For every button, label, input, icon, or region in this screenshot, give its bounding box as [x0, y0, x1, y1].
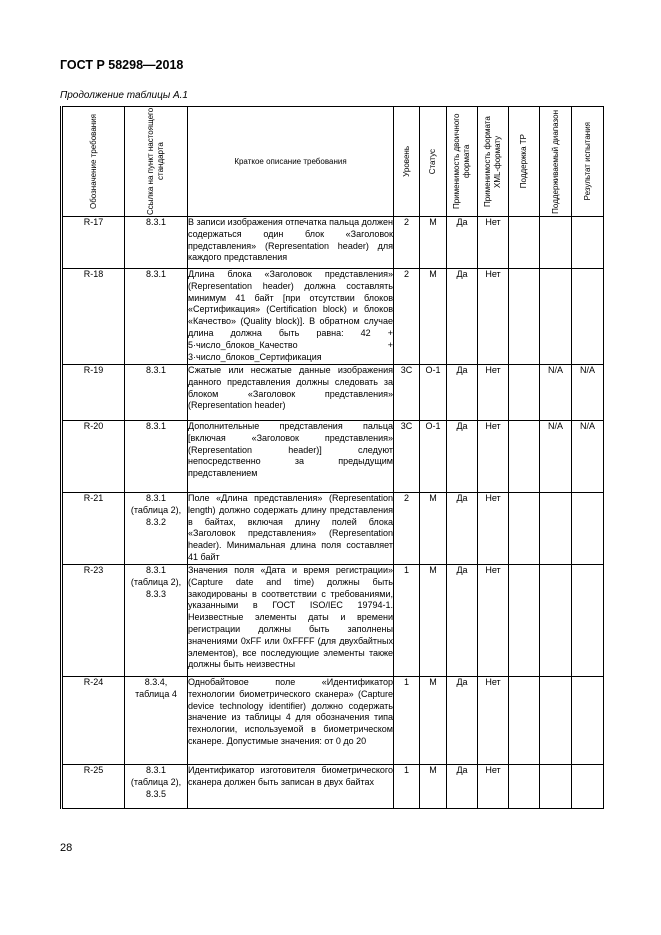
col-header-xml: Применимость формата XML-формату: [478, 107, 509, 217]
cell-tp: [509, 765, 540, 809]
cell-desc: Поле «Длина представления» (Representation length) должно содержать длину представления в байтах, включая длину полей блока «Заголовок представления» (Representation header). Минимальная длина поля составляет 41 байт: [188, 493, 394, 565]
cell-status: O-1: [420, 421, 447, 493]
cell-id: R-24: [62, 677, 125, 765]
table-row: [62, 493, 604, 565]
table-row: [62, 217, 604, 269]
cell-binary: Да: [447, 493, 478, 565]
cell-binary: Да: [447, 269, 478, 365]
cell-level: 1: [394, 765, 420, 809]
cell-xml: Нет: [478, 269, 509, 365]
cell-id: R-18: [62, 269, 125, 365]
cell-level: 3C: [394, 365, 420, 421]
cell-status: M: [420, 493, 447, 565]
cell-status: M: [420, 765, 447, 809]
col-header-tp: Поддержка ТР: [509, 107, 540, 217]
cell-ref: 8.3.1: [125, 365, 188, 421]
cell-xml: Нет: [478, 765, 509, 809]
cell-level: 3C: [394, 421, 420, 493]
cell-xml: Нет: [478, 565, 509, 677]
cell-xml: Нет: [478, 493, 509, 565]
cell-desc: Значения поля «Дата и время регистрации» (Capture date and time) должны быть закодированы в соответствии с требованиями, указанными в ГОСТ ISO/IEC 19794-1. Неизвестные элементы даты и времени регистрации должны быть заполнены значениями 0xFF или 0xFFFF (для двухбайтных элементов), все последующие элементы также должны быть неизвестны: [188, 565, 394, 677]
cell-id: R-20: [62, 421, 125, 493]
cell-tp: [509, 565, 540, 677]
cell-tp: [509, 493, 540, 565]
cell-status: M: [420, 677, 447, 765]
cell-status: M: [420, 269, 447, 365]
table-row: [62, 677, 604, 765]
col-header-result: Результат испытания: [572, 107, 604, 217]
cell-result: [572, 269, 604, 365]
page-number: 28: [60, 842, 73, 854]
requirements-table: [60, 106, 604, 809]
cell-tp: [509, 365, 540, 421]
col-header-range: Поддерживаемый диапазон: [540, 107, 572, 217]
cell-id: R-19: [62, 365, 125, 421]
cell-result: [572, 493, 604, 565]
cell-desc: Сжатые или несжатые данные изображения данного представления должны следовать за блоком «Заголовок представления» (Representation header): [188, 365, 394, 421]
cell-desc: Длина блока «Заголовок представления» (Representation header) должна составлять минимум 41 байт [при отсутствии блоков «Сертификация» (Certification block) и блоков «Качество» (Quality block)]. В обратном случае длина должна быть равна: 42 + 5·число_блоков_Качество + 3·число_блоков_Сертификация: [188, 269, 394, 365]
cell-ref: 8.3.1: [125, 217, 188, 269]
cell-range: [540, 677, 572, 765]
standard-title: ГОСТ Р 58298—2018: [60, 58, 184, 72]
cell-ref: 8.3.1 (таблица 2), 8.3.5: [125, 765, 188, 809]
cell-status: M: [420, 217, 447, 269]
cell-range: [540, 269, 572, 365]
table-row: [62, 365, 604, 421]
cell-desc: Идентификатор изготовителя биометрического сканера должен быть записан в двух байтах: [188, 765, 394, 809]
cell-ref: 8.3.1 (таблица 2), 8.3.2: [125, 493, 188, 565]
table-row: [62, 421, 604, 493]
cell-binary: Да: [447, 217, 478, 269]
cell-tp: [509, 677, 540, 765]
cell-ref: 8.3.1: [125, 269, 188, 365]
col-header-id: Обозначение требования: [62, 107, 125, 217]
cell-xml: Нет: [478, 365, 509, 421]
cell-range: [540, 493, 572, 565]
cell-range: [540, 565, 572, 677]
cell-desc: В записи изображения отпечатка пальца должен содержаться один блок «Заголовок представления» (Representation header) для каждого представления: [188, 217, 394, 269]
cell-id: R-21: [62, 493, 125, 565]
cell-ref: 8.3.1 (таблица 2), 8.3.3: [125, 565, 188, 677]
cell-desc: Однобайтовое поле «Идентификатор технологии биометрического сканера» (Capture device technology identifier) должно содержать значение из таблицы 4 для обозначения типа технологии, используемой в биометрическом сканере. Допустимые значения: от 0 до 20: [188, 677, 394, 765]
col-header-ref: Ссылка на пункт настоящего стандарта: [125, 107, 188, 217]
cell-status: M: [420, 565, 447, 677]
cell-binary: Да: [447, 421, 478, 493]
cell-range: N/A: [540, 421, 572, 493]
cell-result: N/A: [572, 421, 604, 493]
cell-id: R-25: [62, 765, 125, 809]
col-header-level: Уровень: [394, 107, 420, 217]
cell-status: O-1: [420, 365, 447, 421]
cell-id: R-17: [62, 217, 125, 269]
col-header-desc: Краткое описание требования: [188, 107, 394, 217]
cell-result: [572, 677, 604, 765]
cell-result: [572, 565, 604, 677]
cell-binary: Да: [447, 765, 478, 809]
cell-xml: Нет: [478, 677, 509, 765]
cell-range: [540, 765, 572, 809]
cell-range: N/A: [540, 365, 572, 421]
cell-xml: Нет: [478, 421, 509, 493]
cell-id: R-23: [62, 565, 125, 677]
cell-level: 2: [394, 493, 420, 565]
col-header-status: Статус: [420, 107, 447, 217]
cell-level: 1: [394, 677, 420, 765]
cell-result: [572, 217, 604, 269]
table-caption: Продолжение таблицы А.1: [60, 90, 188, 101]
cell-tp: [509, 217, 540, 269]
cell-result: N/A: [572, 365, 604, 421]
cell-binary: Да: [447, 565, 478, 677]
cell-tp: [509, 421, 540, 493]
cell-binary: Да: [447, 365, 478, 421]
cell-tp: [509, 269, 540, 365]
table-row: [62, 269, 604, 365]
cell-result: [572, 765, 604, 809]
cell-ref: 8.3.1: [125, 421, 188, 493]
table-row: [62, 565, 604, 677]
cell-range: [540, 217, 572, 269]
cell-binary: Да: [447, 677, 478, 765]
cell-level: 2: [394, 217, 420, 269]
table-row: [62, 765, 604, 809]
table-header-row: [62, 107, 604, 217]
col-header-binary: Применимость двоичного формата: [447, 107, 478, 217]
cell-ref: 8.3.4, таблица 4: [125, 677, 188, 765]
cell-xml: Нет: [478, 217, 509, 269]
cell-desc: Дополнительные представления пальца [включая «Заголовок представления» (Representation header)] следуют непосредственно за предыдущим представлением: [188, 421, 394, 493]
cell-level: 1: [394, 565, 420, 677]
cell-level: 2: [394, 269, 420, 365]
